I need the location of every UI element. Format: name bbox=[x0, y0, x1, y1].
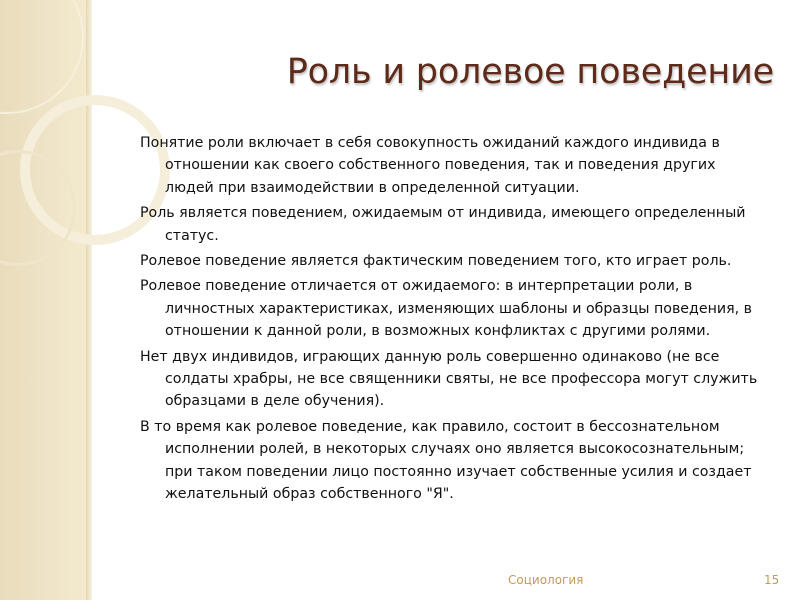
body-paragraph: Роль является поведением, ожидаемым от индивида, имеющего определенный статус. bbox=[140, 205, 746, 244]
body-paragraph: Нет двух индивидов, играющих данную роль совершенно одинаково (не все солдаты храбры, не все священники святы, не все профессора могут служить образцами в деле обучения). bbox=[140, 348, 758, 410]
body-paragraph: В то время как ролевое поведение, как правило, состоит в бессознательном исполнении ролей, в некоторых случаях оно является высокосознательным; при таком поведении лицо постоянно изучает собственные усилия и создает желательный образ собственного "Я". bbox=[140, 418, 752, 503]
body-paragraph: Ролевое поведение отличается от ожидаемого: в интерпретации роли, в личностных характеристиках, изменяющих шаблоны и образцы поведения, в отношении к данной роли, в возможных конфликтах с другими ролями. bbox=[140, 278, 752, 340]
slide-body bbox=[140, 132, 765, 509]
slide-title: Роль и ролевое поведение bbox=[286, 52, 774, 92]
body-paragraph: Понятие роли включает в себя совокупность ожиданий каждого индивида в отношении как своего собственного поведения, так и поведения других людей при взаимодействии в определенной ситуации. bbox=[140, 135, 720, 196]
page-number: 15 bbox=[764, 573, 780, 587]
footer-subject: Социология bbox=[508, 573, 584, 587]
side-band-edge bbox=[86, 0, 92, 600]
body-paragraph: Ролевое поведение является фактическим поведением того, кто играет роль. bbox=[140, 253, 732, 270]
